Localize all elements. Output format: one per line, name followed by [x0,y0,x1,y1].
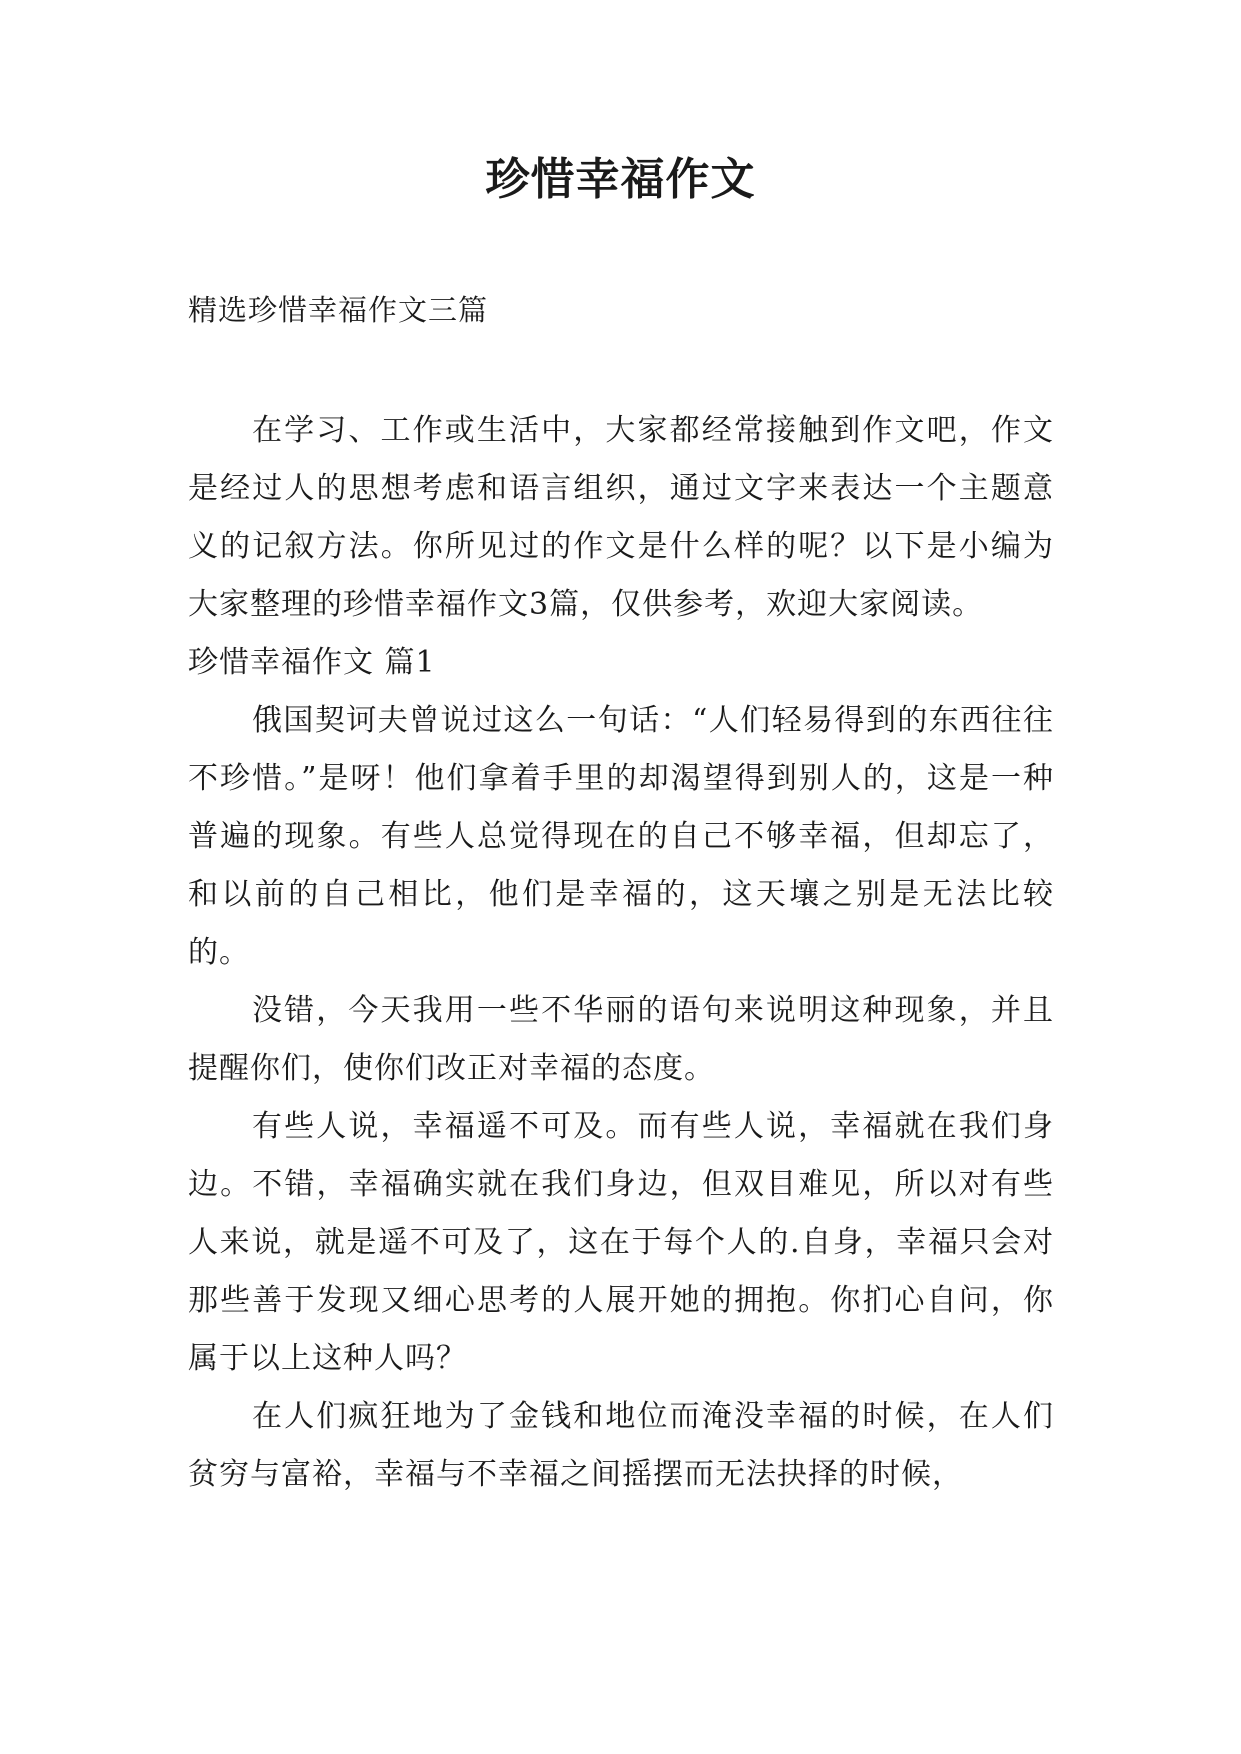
body-paragraph: 俄国契诃夫曾说过这么一句话：“人们轻易得到的东西往往不珍惜。”是呀！他们拿着手里的却渴望得到别人的，这是一种普遍的现象。有些人总觉得现在的自己不够幸福，但却忘了，和以前的自己相比，他们是幸福的，这天壤之别是无法比较的。 [188,703,1054,970]
intro-paragraph: 在学习、工作或生活中，大家都经常接触到作文吧，作文是经过人的思想考虑和语言组织，通过文字来表达一个主题意义的记叙方法。你所见过的作文是什么样的呢？以下是小编为大家整理的珍惜幸福作文3篇，仅供参考，欢迎大家阅读。 [188,413,1054,622]
section-heading: 珍惜幸福作文 篇1 [188,645,436,680]
document-title: 珍惜幸福作文 [485,154,756,205]
body-paragraph: 在人们疯狂地为了金钱和地位而淹没幸福的时候，在人们贫穷与富裕，幸福与不幸福之间摇摆而无法抉择的时候， [188,1399,1054,1492]
document-body [188,402,1054,1504]
document-subtitle: 精选珍惜幸福作文三篇 [188,293,489,327]
body-paragraph: 没错，今天我用一些不华丽的语句来说明这种现象，并且提醒你们，使你们改正对幸福的态度。 [188,993,1054,1086]
body-paragraph: 有些人说，幸福遥不可及。而有些人说，幸福就在我们身边。不错，幸福确实就在我们身边，但双目难见，所以对有些人来说，就是遥不可及了，这在于每个人的.自身，幸福只会对那些善于发现又细心思考的人展开她的拥抱。你扪心自问，你属于以上这种人吗？ [188,1109,1054,1376]
